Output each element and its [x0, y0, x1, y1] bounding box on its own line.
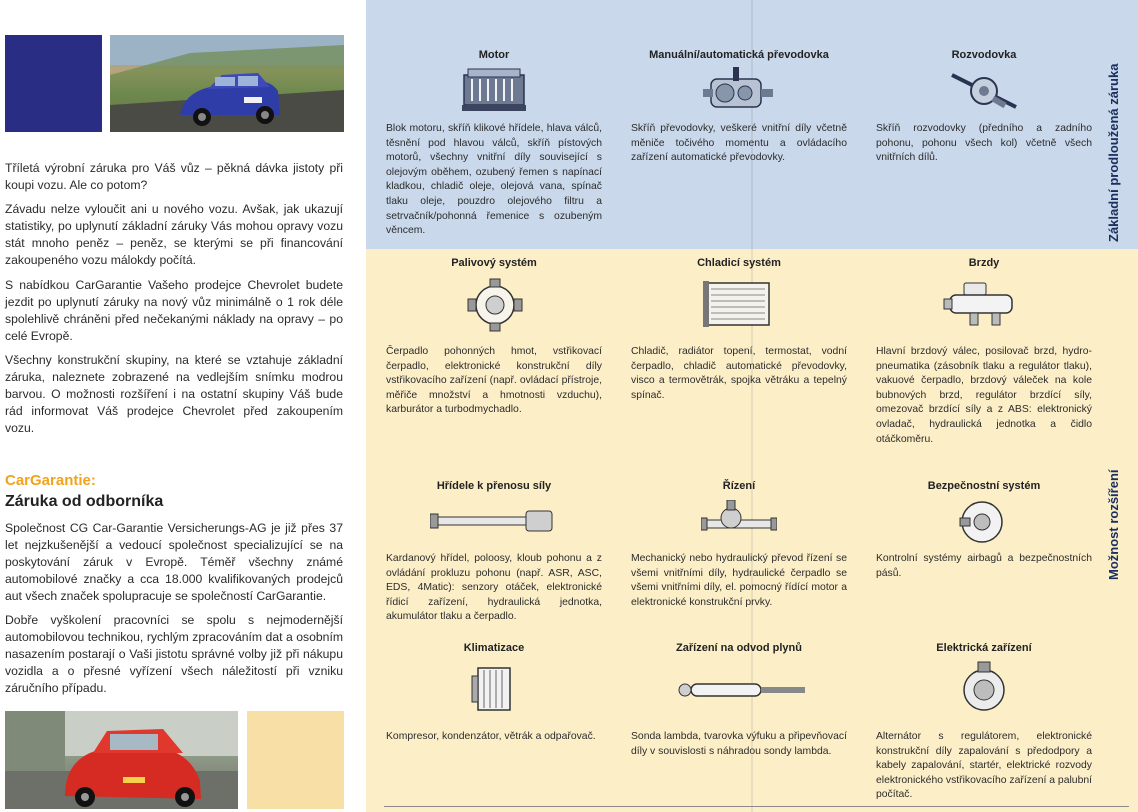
- fuel-pump-icon: [464, 277, 526, 333]
- red-car-photo: [5, 711, 238, 809]
- staff-paragraph: Dobře vyškolení pracovníci se spolu s nejmodernější automobilovou technikou, rychlým zpracováním dat a osobním nasazením postarají o Vaši jistotu správné volby již při nákupu vozidla a o přesné vyřízení všech náležitostí při vzniku záručního případu.: [5, 613, 343, 695]
- brakes-title: Brzdy: [968, 257, 1000, 269]
- steering-title: Řízení: [722, 480, 756, 492]
- brake-cylinder-icon: [942, 279, 1022, 329]
- lambda-sensor-icon: [677, 676, 807, 704]
- alternator-icon: [958, 660, 1010, 716]
- differential-title: Rozvodovka: [951, 49, 1017, 61]
- air-conditioning-title: Klimatizace: [463, 642, 525, 654]
- engine-title: Motor: [478, 49, 510, 61]
- driveshaft-icon: [430, 506, 560, 536]
- differential-icon: [948, 65, 1020, 117]
- brakes-item: [876, 257, 1092, 445]
- gearbox-icon: [703, 65, 775, 117]
- driveshaft-description: Kardanový hřídel, poloosy, kloub pohonu a z ovládání prokluzu pohonu (např. ASR, ASC, EDS, 4Matic): senzory otáček, elektronické řídicí zařízení, hydraulická jednotka, akumulátor tlaku a čerpadlo.: [386, 553, 602, 623]
- cooling-system-description: Chladič, radiátor topení, termostat, vodní čerpadlo, chladič automatické převodovky, visco a termovětrák, spojka větráku a tepelný spínač.: [631, 346, 847, 401]
- steering-description: Mechanický nebo hydraulický převod řízení se všemi vnitřními díly, hydraulické čerpadlo se všemi vnitřními díly, el. pomocný řídící motor a elektronické konstrukční prvky.: [631, 553, 847, 608]
- intro-paragraph: Tříletá výrobní záruka pro Váš vůz – pěkná dávka jistoty při koupi vozu. Ale co potom?: [5, 161, 343, 192]
- left-page: [0, 0, 366, 812]
- safety-system-description: Kontrolní systémy airbagů a bezpečnostních pásů.: [876, 553, 1092, 579]
- steering-rack-icon: [701, 500, 777, 544]
- statistics-paragraph: Závadu nelze vyloučit ani u nového vozu. Avšak, jak ukazují statistiky, po uplynutí základní záruky Vás mohou opravy vozu stát mnoho peněz – peněz, se kterými se při financování zakoupeného vozu málokdy počítá.: [5, 202, 343, 267]
- fuel-system-title: Palivový systém: [451, 257, 537, 269]
- blue-color-swatch: [5, 35, 102, 132]
- driveshaft-item: [386, 480, 602, 623]
- radiator-icon: [703, 279, 773, 329]
- exhaust-item: [631, 642, 847, 757]
- engine-description: Blok motoru, skříň klikové hřídele, hlava válců, těsnění pod hlavou válců, skříň pístových motorů, všechny vnitřní díly související s olejovým oběhem, ozubený řemen s napínací kladkou, chladič oleje, olejová vana, spínač tlaku oleje, pouzdro olejového filtru a setrvačník/pohonná řemenice s ozubeným věncem.: [386, 123, 602, 237]
- cooling-system-item: [631, 257, 847, 401]
- cream-color-swatch: [247, 711, 344, 809]
- safety-system-item: [876, 480, 1092, 579]
- electrical-item: [876, 642, 1093, 801]
- blue-car-photo: [110, 35, 344, 132]
- exhaust-description: Sonda lambda, tvarovka výfuku a připevňovací díly v souvislosti s náhradou sondy lambda.: [631, 731, 847, 757]
- fuel-system-description: Čerpadlo pohonných hmot, vstřikovací čerpadlo, elektronické konstrukční díly vstřikovacího zařízení (např. ovládací přístroje, měřiče množství a hmotnosti vzduchu), karburátor a turbodmychadlo.: [386, 346, 602, 416]
- engine-item: [386, 49, 602, 237]
- extension-label: Možnost rozšíření: [1106, 469, 1121, 580]
- exhaust-title: Zařízení na odvod plynů: [676, 642, 802, 654]
- brakes-description: Hlavní brzdový válec, posilovač brzd, hydro-pneumatika (zásobník tlaku a regulátor tlaku), vakuové čerpadlo, brzdový váleček na kole bubnových brzd, regulátor brzdící síly, omezovač brzdící síly a z ABS: elektronický ovladač, hydraulická jednotka a čidlo otáčkoměru.: [876, 346, 1092, 445]
- coverage-overview: [366, 0, 1138, 812]
- offer-paragraph: S nabídkou CarGarantie Vašeho prodejce Chevrolet budete jezdit po uplynutí záruky na nový vůz minimálně o 1 rok déle spolehlivě chráněni před nečekanými náklady na opravy – po celé Evropě.: [5, 278, 343, 343]
- gearbox-item: [631, 49, 847, 164]
- airbag-icon: [956, 496, 1008, 548]
- red-car-illustration: [5, 711, 238, 809]
- company-paragraph: Společnost CG Car-Garantie Versicherungs-AG je již přes 37 let nejzkušenější a vedoucí společnost specializující se na poskytování záruk v Evropě. Téměř všechny známé automobilové značky a cca 18.000 kvalifikovaných prodejců aut všech značek spolupracuje se společností CarGarantie.: [5, 521, 343, 603]
- ac-compressor-icon: [470, 662, 518, 716]
- gearbox-title: Manuální/automatická převodovka: [649, 49, 829, 61]
- cargarantie-heading: CarGarantie:: [5, 472, 96, 489]
- electrical-title: Elektrická zařízení: [936, 642, 1032, 654]
- steering-item: [631, 480, 847, 608]
- electrical-description: Alternátor s regulátorem, elektronické konstrukční díly zapalování s předodpory a kabely zapalování, startér, elektrické rozvody elektronického vstřikovacího zařízení a palubní počítač.: [876, 731, 1093, 801]
- differential-item: [876, 49, 1092, 164]
- basic-warranty-label: Základní prodloužená záruka: [1106, 63, 1121, 242]
- differential-description: Skříň rozvodovky (předního a zadního pohonu, pohonu všech kol) včetně všech vnitřních dílů.: [876, 123, 1092, 164]
- gearbox-description: Skříň převodovky, veškeré vnitřní díly včetně měniče točivého momentu a ovládacího zařízení automatické převodovky.: [631, 123, 847, 164]
- air-conditioning-description: Kompresor, kondenzátor, větrák a odpařovač.: [386, 731, 596, 742]
- bottom-divider: [384, 806, 1129, 807]
- component-groups-paragraph: Všechny konstrukční skupiny, na které se vztahuje základní záruka, naleznete zobrazené na vedlejším snímku modrou barvou. O možnosti rozšíření i na ostatní skupiny Váš bude rád informovat Váš prodejce Chevrolet před zakoupením vozu.: [5, 353, 343, 435]
- air-conditioning-item: [386, 642, 602, 742]
- driveshaft-title: Hřídele k přenosu síly: [436, 480, 552, 492]
- blue-car-illustration: [110, 35, 344, 132]
- fuel-system-item: [386, 257, 602, 416]
- safety-system-title: Bezpečnostní systém: [927, 480, 1041, 492]
- cooling-system-title: Chladicí systém: [697, 257, 781, 269]
- engine-icon: [458, 67, 530, 113]
- cargarantie-subheading: Záruka od odborníka: [5, 493, 164, 510]
